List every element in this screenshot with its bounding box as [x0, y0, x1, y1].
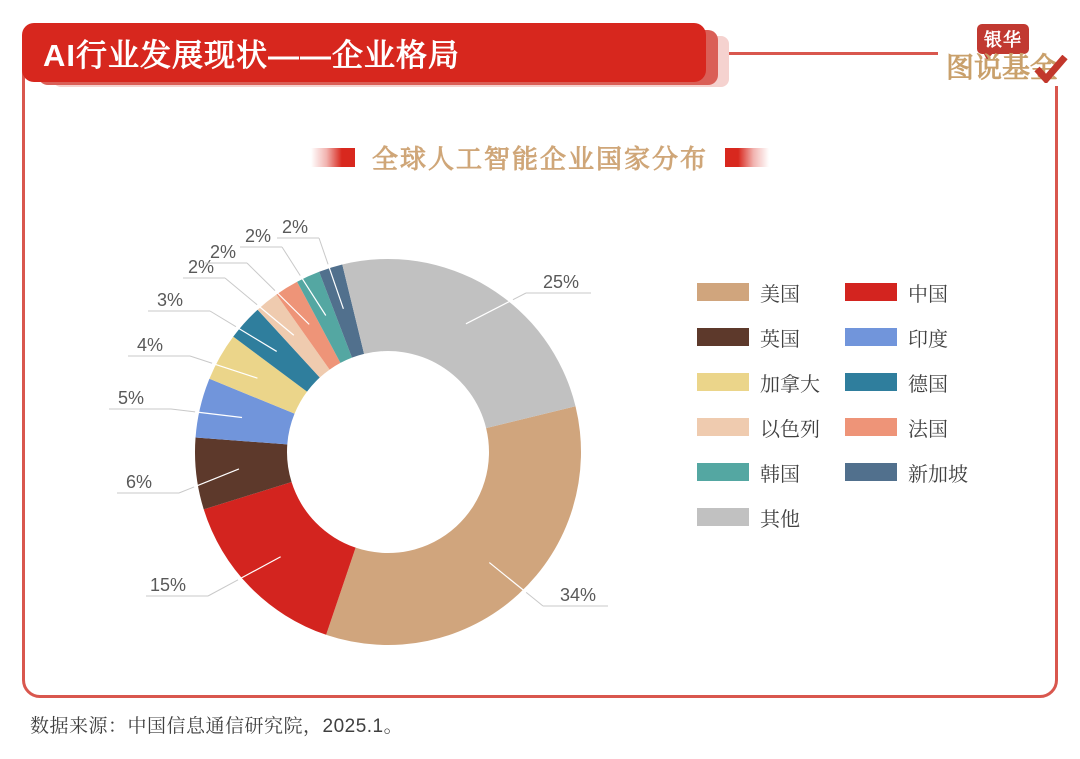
donut-slice-中国: [204, 482, 356, 635]
donut-slice-美国: [326, 406, 581, 645]
page-title: AI行业发展现状——企业格局: [43, 38, 460, 73]
legend-label: 印度: [908, 328, 948, 351]
legend-label: 韩国: [760, 463, 800, 486]
brand-product: 图说基金: [946, 52, 1059, 83]
checkmark-icon: [1034, 55, 1068, 83]
subtitle: 全球人工智能企业国家分布: [371, 144, 708, 174]
legend-label: 以色列: [760, 418, 820, 441]
legend-label: 其他: [760, 508, 800, 531]
legend-swatch: [697, 328, 749, 346]
pct-label-印度: 5%: [117, 388, 145, 408]
legend-item-韩国: [697, 463, 845, 486]
pct-label-新加坡: 2%: [281, 217, 309, 237]
legend-swatch: [845, 463, 897, 481]
donut-slice-其他: [342, 259, 575, 428]
legend-swatch: [697, 463, 749, 481]
legend-label: 法国: [908, 418, 948, 441]
legend-label: 加拿大: [760, 373, 820, 396]
legend-item-加拿大: [697, 373, 845, 396]
legend-item-以色列: [697, 418, 845, 441]
pct-label-以色列: 2%: [187, 257, 215, 277]
legend-swatch: [845, 283, 897, 301]
legend-swatch: [697, 283, 749, 301]
legend-label: 美国: [760, 283, 800, 306]
legend-label: 德国: [908, 373, 948, 396]
pct-label-德国: 3%: [156, 290, 184, 310]
data-source: 数据来源：中国信息通信研究院，2025.1。: [30, 716, 404, 737]
pct-label-加拿大: 4%: [136, 335, 164, 355]
pct-label-法国: 2%: [209, 242, 237, 262]
legend-swatch: [845, 328, 897, 346]
pct-label-美国: 34%: [559, 585, 597, 605]
legend-swatch: [845, 418, 897, 436]
legend-swatch: [697, 373, 749, 391]
legend-swatch: [845, 373, 897, 391]
legend-swatch: [697, 418, 749, 436]
pct-label-中国: 15%: [149, 575, 187, 595]
subtitle-row: [0, 139, 1080, 176]
brand-bubble: 银华: [977, 24, 1029, 54]
legend-label: 英国: [760, 328, 800, 351]
legend-item-德国: [845, 373, 1017, 396]
legend-item-英国: [697, 328, 845, 351]
legend-label: 新加坡: [908, 463, 968, 486]
chart-legend: [697, 283, 1017, 531]
pct-label-其他: 25%: [542, 272, 580, 292]
legend-item-其他: [697, 508, 845, 531]
pct-label-英国: 6%: [125, 472, 153, 492]
legend-swatch: [697, 508, 749, 526]
brand-logo: [930, 15, 1075, 95]
legend-item-美国: [697, 283, 845, 306]
legend-item-法国: [845, 418, 1017, 441]
legend-label: 中国: [908, 283, 948, 306]
pct-label-韩国: 2%: [244, 226, 272, 246]
legend-item-中国: [845, 283, 1017, 306]
legend-item-新加坡: [845, 463, 1017, 486]
legend-item-印度: [845, 328, 1017, 351]
header-banner: [22, 23, 706, 82]
subtitle-accent-left: [311, 148, 355, 167]
subtitle-accent-right: [725, 148, 769, 167]
